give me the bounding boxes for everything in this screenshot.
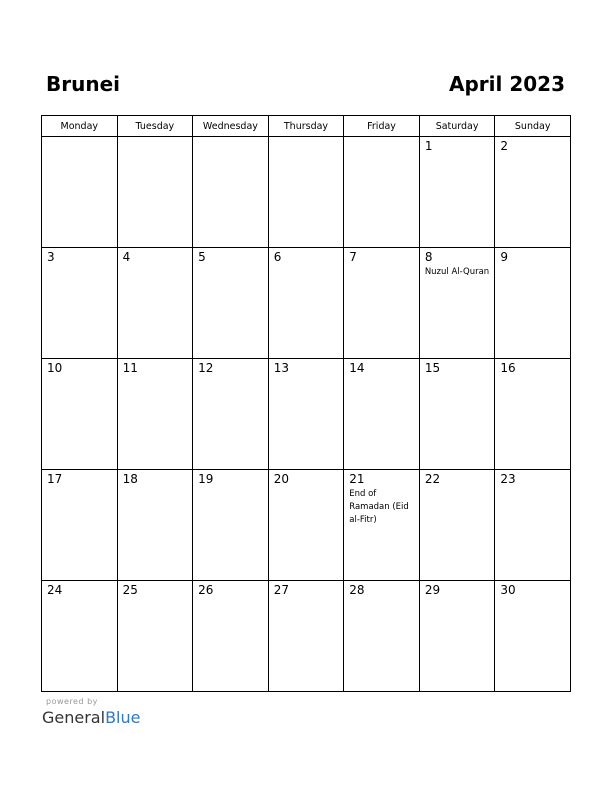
day-cell	[419, 470, 495, 581]
day-number: 3	[47, 250, 55, 264]
weekday-tuesday: Tuesday	[117, 116, 193, 137]
day-number: 5	[198, 250, 206, 264]
day-number: 16	[500, 361, 516, 375]
day-number: 8	[424, 250, 433, 264]
weekday-friday: Friday	[344, 116, 420, 137]
country-title: Brunei	[46, 72, 121, 96]
day-cell	[419, 581, 495, 692]
powered-by-text: powered by	[46, 697, 98, 706]
calendar-week-row	[42, 248, 571, 359]
day-cell	[193, 248, 269, 359]
day-cell	[419, 359, 495, 470]
day-cell	[268, 137, 344, 248]
day-number: 24	[47, 583, 63, 597]
day-number: 20	[273, 472, 289, 486]
weekday-thursday: Thursday	[268, 116, 344, 137]
day-number: 30	[500, 583, 516, 597]
day-number: 25	[122, 583, 138, 597]
weekday-header-row	[42, 116, 571, 137]
day-cell	[495, 248, 571, 359]
day-number: 1	[424, 139, 433, 153]
calendar-week-row	[42, 359, 571, 470]
calendar-week-row	[42, 137, 571, 248]
day-cell	[117, 359, 193, 470]
weekday-sunday: Sunday	[495, 116, 571, 137]
holiday-label: End of Ramadan (Eid al-Fitr)	[349, 489, 409, 525]
day-number: 17	[47, 472, 63, 486]
day-number: 14	[349, 361, 365, 375]
day-number: 13	[273, 361, 289, 375]
day-number: 29	[424, 583, 441, 597]
day-cell	[193, 359, 269, 470]
weekday-wednesday: Wednesday	[193, 116, 269, 137]
day-cell	[344, 470, 420, 581]
day-cell	[42, 581, 118, 692]
calendar-grid	[41, 115, 571, 692]
day-number: 21	[349, 472, 365, 486]
day-cell	[495, 359, 571, 470]
brand-general: General	[42, 708, 106, 727]
calendar-week-row	[42, 470, 571, 581]
day-cell	[495, 581, 571, 692]
day-number: 2	[500, 139, 509, 153]
day-cell	[117, 137, 193, 248]
day-number: 11	[122, 361, 138, 375]
month-year-title: April 2023	[449, 72, 565, 96]
day-cell	[495, 470, 571, 581]
generalblue-logo[interactable]	[42, 708, 140, 727]
day-number: 12	[198, 361, 214, 375]
day-cell	[268, 470, 344, 581]
day-number: 10	[47, 361, 63, 375]
day-cell	[344, 359, 420, 470]
day-number: 26	[198, 583, 214, 597]
day-cell	[268, 581, 344, 692]
day-cell	[344, 137, 420, 248]
day-cell	[193, 470, 269, 581]
day-number: 18	[122, 472, 138, 486]
day-cell	[193, 581, 269, 692]
day-cell	[419, 248, 495, 359]
day-cell	[268, 248, 344, 359]
day-cell	[42, 470, 118, 581]
day-cell	[117, 581, 193, 692]
day-cell	[344, 248, 420, 359]
day-number: 28	[349, 583, 365, 597]
day-cell	[42, 359, 118, 470]
brand-blue: Blue	[105, 708, 141, 727]
calendar-week-row	[42, 581, 571, 692]
day-cell	[344, 581, 420, 692]
day-cell	[419, 137, 495, 248]
day-cell	[268, 359, 344, 470]
day-number: 23	[500, 472, 516, 486]
day-cell	[193, 137, 269, 248]
day-number: 15	[424, 361, 441, 375]
day-cell	[117, 470, 193, 581]
weekday-monday: Monday	[42, 116, 118, 137]
day-number: 27	[273, 583, 289, 597]
day-number: 7	[349, 250, 357, 264]
day-cell	[117, 248, 193, 359]
weekday-saturday: Saturday	[419, 116, 495, 137]
day-number: 6	[273, 250, 282, 264]
day-number: 22	[424, 472, 441, 486]
day-number: 19	[198, 472, 214, 486]
day-number: 4	[122, 250, 131, 264]
holiday-label: Nuzul Al-Quran	[424, 267, 490, 277]
day-number: 9	[500, 250, 509, 264]
day-cell	[42, 248, 118, 359]
day-cell	[42, 137, 118, 248]
day-cell	[495, 137, 571, 248]
